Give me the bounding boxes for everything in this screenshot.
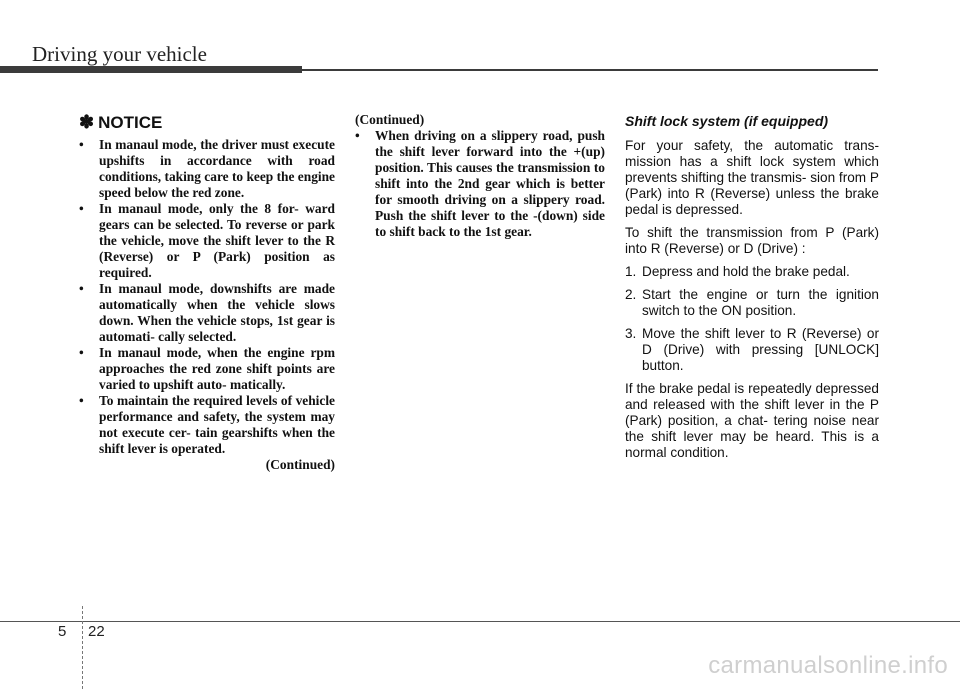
continued-label: (Continued) bbox=[265, 457, 335, 472]
step-text: Depress and hold the brake pedal. bbox=[642, 264, 850, 279]
bullet-icon: • bbox=[355, 128, 360, 143]
list-item bbox=[355, 128, 605, 240]
watermark: carmanualsonline.info bbox=[708, 652, 948, 679]
shift-lock-column bbox=[625, 112, 879, 468]
paragraph: To shift the transmission from P (Park) into R (Reverse) or D (Drive) : bbox=[625, 225, 879, 256]
step-item bbox=[625, 326, 879, 374]
notice-continued-column bbox=[355, 112, 605, 240]
page-header-title: Driving your vehicle bbox=[32, 42, 207, 66]
notice-heading bbox=[79, 112, 335, 133]
step-text: Start the engine or turn the ignition switch to the ON position. bbox=[642, 287, 879, 318]
notice-item-text: In manaul mode, only the 8 for- ward gears can be selected. To reverse or park the vehicle, move the shift lever to the R (Reverse) or P (Park) position as required. bbox=[99, 201, 335, 280]
list-item bbox=[79, 345, 335, 393]
notice-list-continued bbox=[355, 128, 605, 240]
bullet-icon: • bbox=[79, 393, 84, 408]
notice-item-text: To maintain the required levels of vehicle performance and safety, the system may not execute cer- tain gearshifts when the shift lever is operated. bbox=[99, 393, 335, 456]
asterisk-star-icon: ✽ bbox=[79, 112, 95, 132]
header-thin-rule bbox=[302, 69, 878, 71]
step-text: Move the shift lever to R (Reverse) or D (Drive) with pressing [UNLOCK] button. bbox=[642, 326, 879, 373]
notice-item-text: In manaul mode, when the engine rpm approaches the red zone shift points are varied to upshift auto- matically. bbox=[99, 345, 335, 392]
step-item bbox=[625, 287, 879, 319]
step-number: 2. bbox=[625, 287, 637, 302]
continued-label: (Continued) bbox=[355, 112, 425, 127]
header-thick-rule bbox=[0, 66, 302, 73]
notice-column bbox=[79, 112, 335, 473]
bullet-icon: • bbox=[79, 281, 84, 296]
bullet-icon: • bbox=[79, 345, 84, 360]
notice-item-text: In manaul mode, the driver must execute upshifts in accordance with road conditions, taking care to keep the engine speed below the red zone. bbox=[99, 137, 335, 200]
list-item bbox=[79, 393, 335, 457]
step-number: 1. bbox=[625, 264, 637, 279]
step-item bbox=[625, 264, 879, 280]
section-title: Shift lock system (if equipped) bbox=[625, 113, 829, 129]
notice-title-text: NOTICE bbox=[98, 113, 163, 132]
steps-list bbox=[625, 264, 879, 374]
list-item bbox=[79, 281, 335, 345]
list-item bbox=[79, 137, 335, 201]
notice-item-text: When driving on a slippery road, push the shift lever forward into the +(up) position. This causes the transmission to shift into the 2nd gear which is better for smooth driving on a slippery road. Push the shift lever to the -(down) side to shift back to the 1st gear. bbox=[375, 128, 605, 239]
paragraph: For your safety, the automatic trans- mission has a shift lock system which prevents shifting the transmis- sion from P (Park) into R (Reverse) unless the brake pedal is depressed. bbox=[625, 138, 879, 217]
step-number: 3. bbox=[625, 326, 637, 341]
bullet-icon: • bbox=[79, 137, 84, 152]
bullet-icon: • bbox=[79, 201, 84, 216]
notice-item-text: In manaul mode, downshifts are made automatically when the vehicle slows down. When the vehicle stops, 1st gear is automati- cally selected. bbox=[99, 281, 335, 344]
page-number: 22 bbox=[88, 623, 105, 640]
chapter-number: 5 bbox=[58, 623, 67, 640]
footer-divider bbox=[82, 606, 84, 689]
footer-rule bbox=[0, 621, 960, 622]
notice-list bbox=[79, 137, 335, 457]
list-item bbox=[79, 201, 335, 281]
paragraph: If the brake pedal is repeatedly depressed and released with the shift lever in the P (Park) position, a chat- tering noise near the shift lever may be heard. This is a normal condition. bbox=[625, 381, 879, 460]
